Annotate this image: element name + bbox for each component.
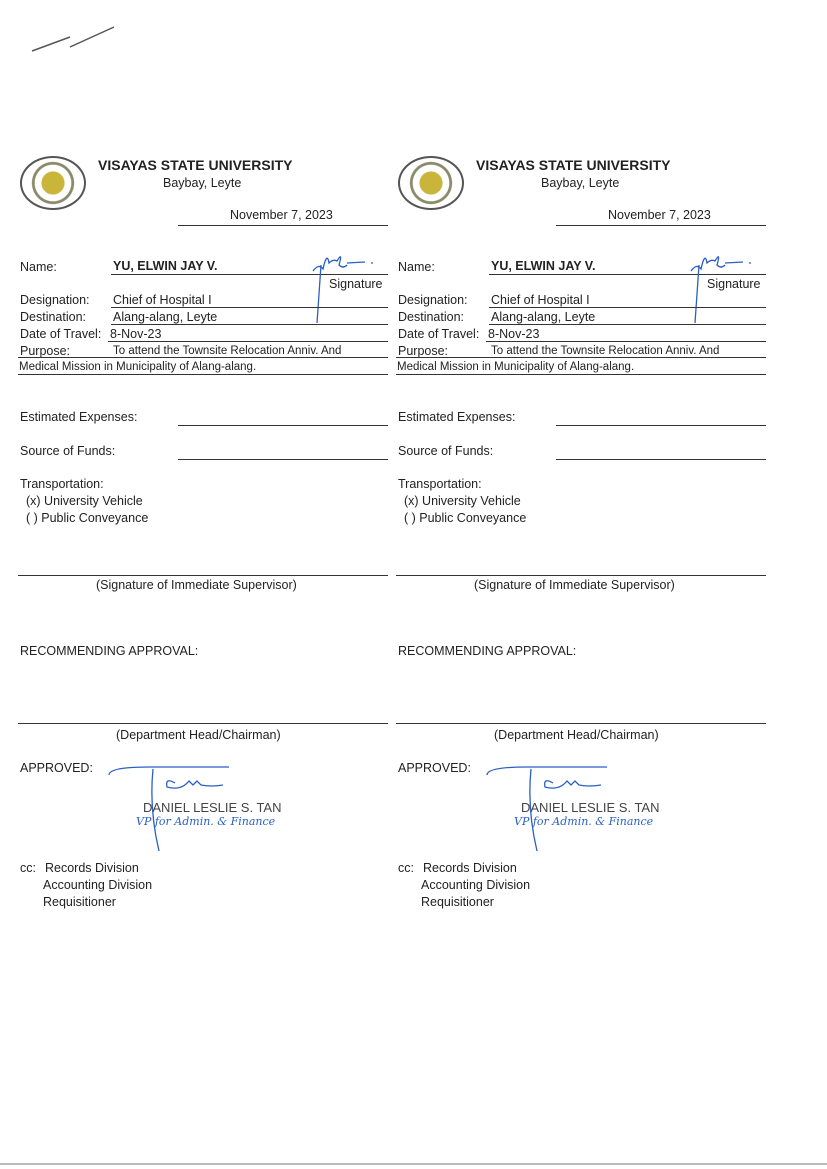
date-of-travel-line (486, 341, 766, 342)
supervisor-signature-line (396, 575, 766, 576)
travel-order-copy (0, 0, 390, 1169)
designation-value: Chief of Hospital I (491, 293, 590, 307)
designation-line (489, 307, 766, 308)
cc-label: cc: (20, 861, 36, 875)
recommending-approval-label: RECOMMENDING APPROVAL: (398, 644, 577, 658)
date-of-travel-value: 8-Nov-23 (110, 327, 162, 341)
cc-item: Accounting Division (421, 878, 531, 892)
source-of-funds-label: Source of Funds: (398, 444, 494, 458)
destination-line (489, 324, 766, 325)
signature-label: Signature (707, 277, 761, 291)
cc-item: Records Division (45, 861, 139, 875)
destination-label: Destination: (20, 310, 87, 324)
purpose-line (18, 357, 388, 358)
university-location: Baybay, Leyte (541, 176, 620, 190)
approved-label: APPROVED: (20, 761, 93, 775)
university-location: Baybay, Leyte (163, 176, 242, 190)
destination-value: Alang-alang, Leyte (113, 310, 218, 324)
handwritten-signature (683, 243, 758, 323)
department-head-caption: (Department Head/Chairman) (116, 728, 281, 742)
transport-option-public-conveyance: ( ) Public Conveyance (26, 511, 149, 525)
date-line (556, 225, 766, 226)
approver-name: DANIEL LESLIE S. TAN (521, 800, 660, 815)
approver-name: DANIEL LESLIE S. TAN (143, 800, 282, 815)
travel-order-copy (378, 0, 768, 1169)
estimated-expenses-field (178, 425, 388, 426)
cc-item: Accounting Division (43, 878, 153, 892)
date-of-travel-label: Date of Travel: (20, 327, 102, 341)
name-value: YU, ELWIN JAY V. (491, 259, 596, 273)
handwritten-signature (305, 243, 380, 323)
name-label: Name: (398, 260, 435, 274)
designation-value: Chief of Hospital I (113, 293, 212, 307)
cc-item: Requisitioner (43, 895, 116, 909)
name-value: YU, ELWIN JAY V. (113, 259, 218, 273)
transport-option-university-vehicle: (x) University Vehicle (404, 494, 521, 508)
source-of-funds-field (556, 459, 766, 460)
purpose-line-2 (18, 374, 388, 375)
destination-line (111, 324, 388, 325)
form-date: November 7, 2023 (230, 208, 333, 222)
designation-label: Designation: (20, 293, 90, 307)
purpose-line-2 (396, 374, 766, 375)
date-of-travel-value: 8-Nov-23 (488, 327, 540, 341)
university-seal-logo (20, 156, 86, 210)
designation-line (111, 307, 388, 308)
recommending-approval-label: RECOMMENDING APPROVAL: (20, 644, 199, 658)
approved-label: APPROVED: (398, 761, 471, 775)
purpose-label: Purpose: (20, 344, 71, 358)
purpose-line1: To attend the Townsite Relocation Anniv. And (491, 345, 720, 357)
transportation-label: Transportation: (20, 477, 104, 491)
destination-label: Destination: (398, 310, 465, 324)
university-name: VISAYAS STATE UNIVERSITY (98, 157, 293, 173)
source-of-funds-field (178, 459, 388, 460)
date-line (178, 225, 388, 226)
estimated-expenses-field (556, 425, 766, 426)
department-head-caption: (Department Head/Chairman) (494, 728, 659, 742)
pen-mark (30, 25, 120, 55)
supervisor-signature-line (18, 575, 388, 576)
department-head-signature-line (18, 723, 388, 724)
page-bottom-edge (0, 1163, 827, 1165)
department-head-signature-line (396, 723, 766, 724)
university-seal-logo (398, 156, 464, 210)
cc-label: cc: (398, 861, 414, 875)
name-label: Name: (20, 260, 57, 274)
date-of-travel-label: Date of Travel: (398, 327, 480, 341)
transport-option-university-vehicle: (x) University Vehicle (26, 494, 143, 508)
approver-title-handwritten: VP for Admin. & Finance (514, 815, 654, 828)
cc-item: Records Division (423, 861, 517, 875)
cc-item: Requisitioner (421, 895, 494, 909)
source-of-funds-label: Source of Funds: (20, 444, 116, 458)
purpose-line1: To attend the Townsite Relocation Anniv. And (113, 345, 342, 357)
purpose-label: Purpose: (398, 344, 449, 358)
transportation-label: Transportation: (398, 477, 482, 491)
designation-label: Designation: (398, 293, 468, 307)
purpose-line2: Medical Mission in Municipality of Alang-alang. (397, 361, 635, 373)
supervisor-caption: (Signature of Immediate Supervisor) (96, 578, 297, 592)
university-name: VISAYAS STATE UNIVERSITY (476, 157, 671, 173)
transport-option-public-conveyance: ( ) Public Conveyance (404, 511, 527, 525)
destination-value: Alang-alang, Leyte (491, 310, 596, 324)
date-of-travel-line (108, 341, 388, 342)
purpose-line (396, 357, 766, 358)
form-date: November 7, 2023 (608, 208, 711, 222)
estimated-expenses-label: Estimated Expenses: (398, 410, 516, 424)
approver-title-handwritten: VP for Admin. & Finance (136, 815, 276, 828)
signature-label: Signature (329, 277, 383, 291)
purpose-line2: Medical Mission in Municipality of Alang-alang. (19, 361, 257, 373)
estimated-expenses-label: Estimated Expenses: (20, 410, 138, 424)
supervisor-caption: (Signature of Immediate Supervisor) (474, 578, 675, 592)
